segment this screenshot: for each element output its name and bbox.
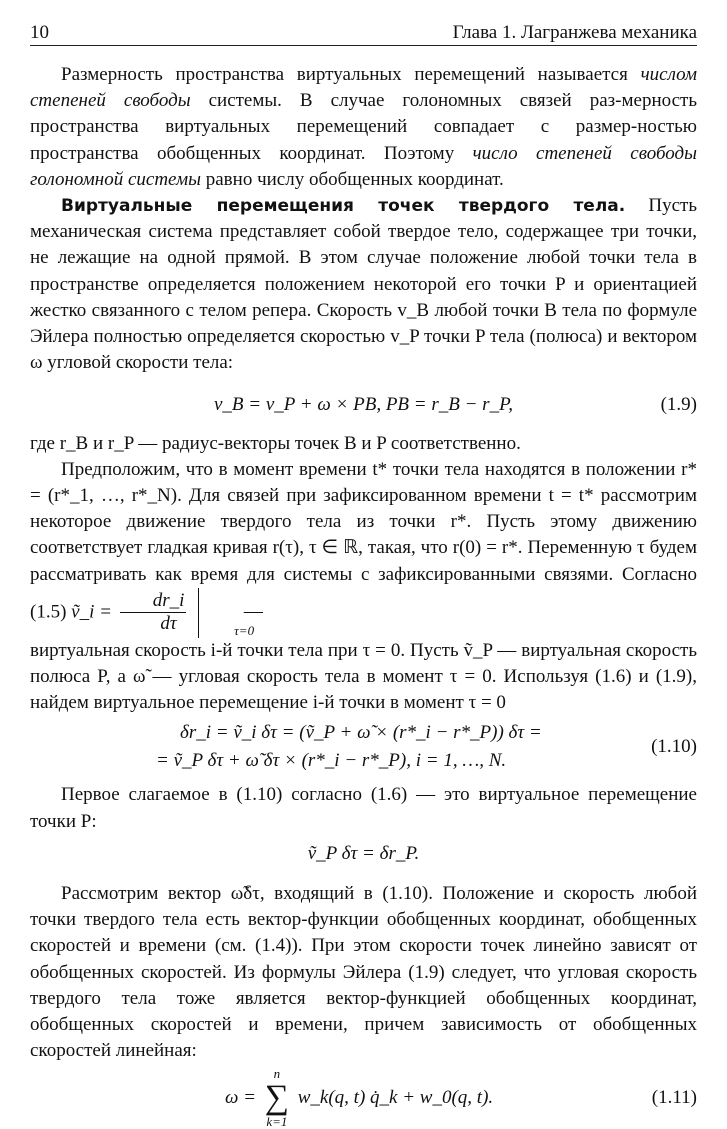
text-run: Пусть механическая система представляет собой твердое тело, содержащее три точки, не лежащие на одной прямой. В этом случае положение любой точки тела в пространстве определяется положением некоторой его точки P и ориентацией жестко связанного с телом репера. Скорость v_B любой точки B тела по формуле Эйлера полностью определяется скоростью v_P точки P тела (полюса) и вектором ω угловой скорости тела: [30,195,698,374]
text-run: Предположим, что в момент времени t* точки тела находятся в положении r* = (r*_1, …, r*_N). Для связей при зафиксированном времени t = t* рассмотрим некоторое движение твердого тела из точки r*. Пусть этому движению соответствует гладкая кривая r(τ), τ ∈ ℝ, такая, что r(0) = r*. Переменную τ будем рассматривать как время для системы с зафиксированными связями. Согласно (1.5) [30,458,697,623]
text-run: Первое слагаемое в (1.10) согласно (1.6) — это виртуальное перемещение точки P: [30,784,697,832]
equation-line-2: = ṽ_P δτ + ω̃ δτ × (r*_i − r*_P), i = 1, …, N. [156,750,507,772]
page-body [30,62,697,1127]
equation-body: ṽ_P δτ = δr_P. [307,842,420,864]
equation-1-10 [30,720,697,776]
equation-body [225,1067,493,1129]
text-run: виртуальная скорость i-й точки тела при τ = 0. Пусть ṽ_P — виртуальная скорость полюса P, а ω̃ — угловая скорость тела в момент τ = 0. Используя (1.6) и (1.9), найдем виртуальное перемещение i-й точки в момент τ = 0 [30,639,697,714]
equation-rhs: w_k(q, t) q̇_k + w_0(q, t). [297,1086,494,1108]
paragraph-angular-velocity [30,881,697,1064]
paragraph-virtual-velocity [30,638,697,717]
equation-number: (1.10) [651,736,697,758]
equation-number: (1.11) [651,1086,697,1108]
paragraph-assumption [30,457,697,638]
fraction-numerator: dr_i [120,590,187,613]
equation-line-1: δr_i = ṽ_i δτ = (ṽ_P + ω̃ × (r*_i − r*_P)) δτ = [180,722,542,744]
text-run: где r_B и r_P — радиус-векторы точек B и P соответственно. [30,432,521,454]
header-rule [30,45,697,46]
text-run: системы. В случае голономных связей раз-мерность пространства виртуальных перемещений совпадает с размер-ностью пространства обобщенных координат. Поэтому [30,90,697,164]
page-number: 10 [30,22,49,43]
fraction [120,590,187,635]
summation-upper: n [273,1065,281,1081]
run-in-heading: Виртуальные перемещения точек твердого тела. [61,196,626,217]
paragraph-degrees-of-freedom [30,62,697,193]
text-run: Размерность пространства виртуальных перемещений называется [61,64,628,85]
summation [265,1067,289,1129]
paragraph-rigid-body [30,193,697,376]
equation-lhs: ω = [225,1086,256,1108]
equation-1-9 [30,392,697,418]
summation-lower: k=1 [266,1113,288,1129]
chapter-title: Глава 1. Лагранжева механика [452,22,697,43]
fraction-denominator: dτ [160,613,177,635]
equation-1-11 [30,1067,697,1127]
text-run: Рассмотрим вектор ω̃δτ, входящий в (1.10). Положение и скорость любой точки твердого тела есть вектор-функции обобщенных координат, обобщенных скоростей и времени (см. (1.4)). При этом скорости точек линейно зависят от обобщенных скоростей. Из формулы Эйлера (1.9) следует, что угловая скорость твердого тела тоже является вектор-функцией обобщенных координат, обобщенных скоростей и времени, причем зависимость от обобщенных скоростей линейная: [30,883,697,1062]
text-run: равно числу обобщенных координат. [205,168,504,190]
term-degrees-of-freedom: числом степеней свободы [30,64,698,112]
text-run: — [243,601,263,623]
running-header [30,22,697,46]
equation-1-5-lhs: ṽ_i = [71,601,112,623]
evaluation-bar [198,588,255,638]
equation-number: (1.9) [660,394,697,416]
equation-virtual-displacement [30,841,697,867]
evaluation-point: τ=0 [234,622,255,638]
term-holonomic-dof: число степеней свободы голономной системы [30,142,698,190]
paragraph-radius-vectors [30,431,697,457]
summation-sign: ∑ [264,1078,289,1116]
paragraph-first-term [30,782,697,834]
equation-body: v_B = v_P + ω × PB, PB = r_B − r_P, [214,394,513,416]
